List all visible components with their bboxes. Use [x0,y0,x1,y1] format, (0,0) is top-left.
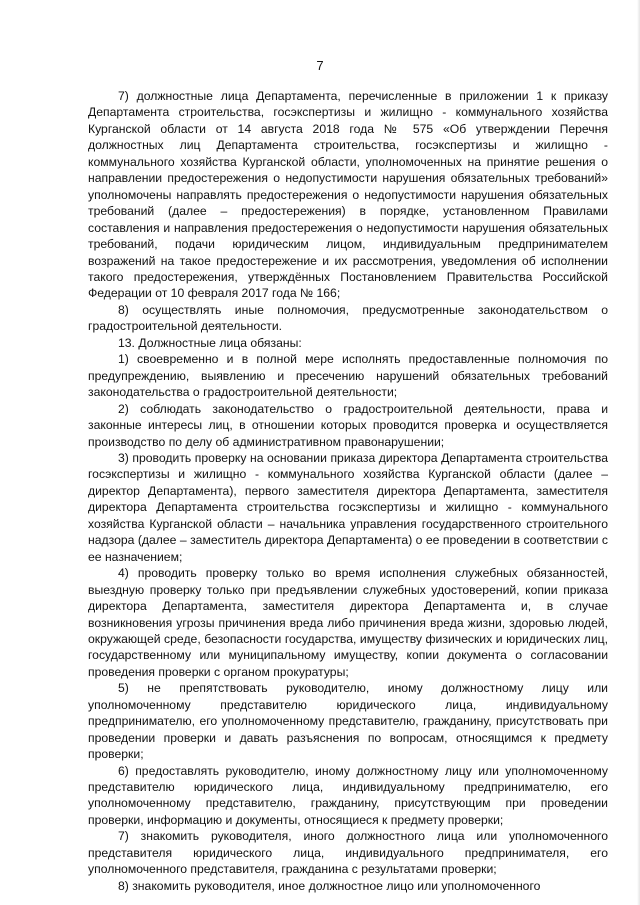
document-body [88,88,608,894]
duty-6: 6) предоставлять руководителю, иному должностному лицу или уполномоченному представителю юридического лица, индивидуальному предпринимателю, его уполномоченному представителю, гражданину, присутствующим при проведении проверки, информацию и документы, относящиеся к предмету проверки; [88,763,608,827]
paragraph-7-officials: 7) должностные лица Департамента, перечисленные в приложении 1 к приказу Департамента строительства, госэкспертизы и жилищно - коммунального хозяйства Курганской области от 14 августа 2018 года № 575 «Об утверждении Перечня должностных лиц Департамента строительства, госэкспертизы и жилищно - коммунального хозяйства Курганской области, уполномоченных на принятие решения о направлении предостережения о недопустимости нарушения обязательных требований» уполномочены направлять предостережения о недопустимости нарушения обязательных требований (далее – предостережения) в порядке, установленном Правилами составления и направления предостережения о недопустимости нарушения обязательных требований, подачи юридическим лицом, индивидуальным предпринимателем возражений на такое предостережение и их рассмотрения, уведомления об исполнении такого предостережения, утверждённых Постановлением Правительства Российской Федерации от 10 февраля 2017 года № 166; [88,89,608,301]
duty-4: 4) проводить проверку только во время исполнения служебных обязанностей, выездную проверку только при предъявлении служебных удостоверений, копии приказа директора Департамента, заместителя директора Департамента и, в случае возникновения угрозы причинения вреда либо причинения вреда жизни, здоровью людей, окружающей среде, безопасности государства, имуществу физических и юридических лиц, государственному или муниципальному имуществу, копии документа о согласовании проведения проверки с органом прокуратуры; [88,566,608,679]
duty-1: 1) своевременно и в полной мере исполнять предоставленные полномочия по предупреждению, выявлению и пресечению нарушений обязательных требований законодательства о градостроительной деятельности; [88,352,608,400]
duty-3: 3) проводить проверку на основании приказа директора Департамента строительства госэкспертизы и жилищно - коммунального хозяйства Курганской области (далее – директор Департамента), первого заместителя директора Департамента, заместителя директора Департамента строительства госэкспертизы и жилищно - коммунального хозяйства Курганской области – начальника управления государственного строительного надзора (далее – заместитель директора Департамента) о ее проведении в соответствии с ее назначением; [88,450,608,564]
paragraph-8-other-powers: 8) осуществлять иные полномочия, предусмотренные законодательством о градостроительной деятельности. [88,302,608,334]
duty-2: 2) соблюдать законодательство о градостроительной деятельности, права и законные интересы лиц, в отношении которых проводится проверка и осуществляется производство по делу об административном правонарушении; [88,401,608,449]
section-13-heading: 13. Должностные лица обязаны: [118,335,302,350]
duty-7: 7) знакомить руководителя, иного должностного лица или уполномоченного представителя юридического лица, индивидуального предпринимателя, его уполномоченного представителя, гражданина с результатами проверки; [88,829,608,877]
duty-8: 8) знакомить руководителя, иное должностное лицо или уполномоченного [118,878,541,893]
duty-5: 5) не препятствовать руководителю, иному должностному лицу или уполномоченному представителю юридического лица, индивидуальному предпринимателю, его уполномоченному представителю, гражданину, присутствовать при проведении проверки и давать разъяснения по вопросам, относящимся к предмету проверки; [88,681,608,762]
page-number: 7 [316,58,324,73]
